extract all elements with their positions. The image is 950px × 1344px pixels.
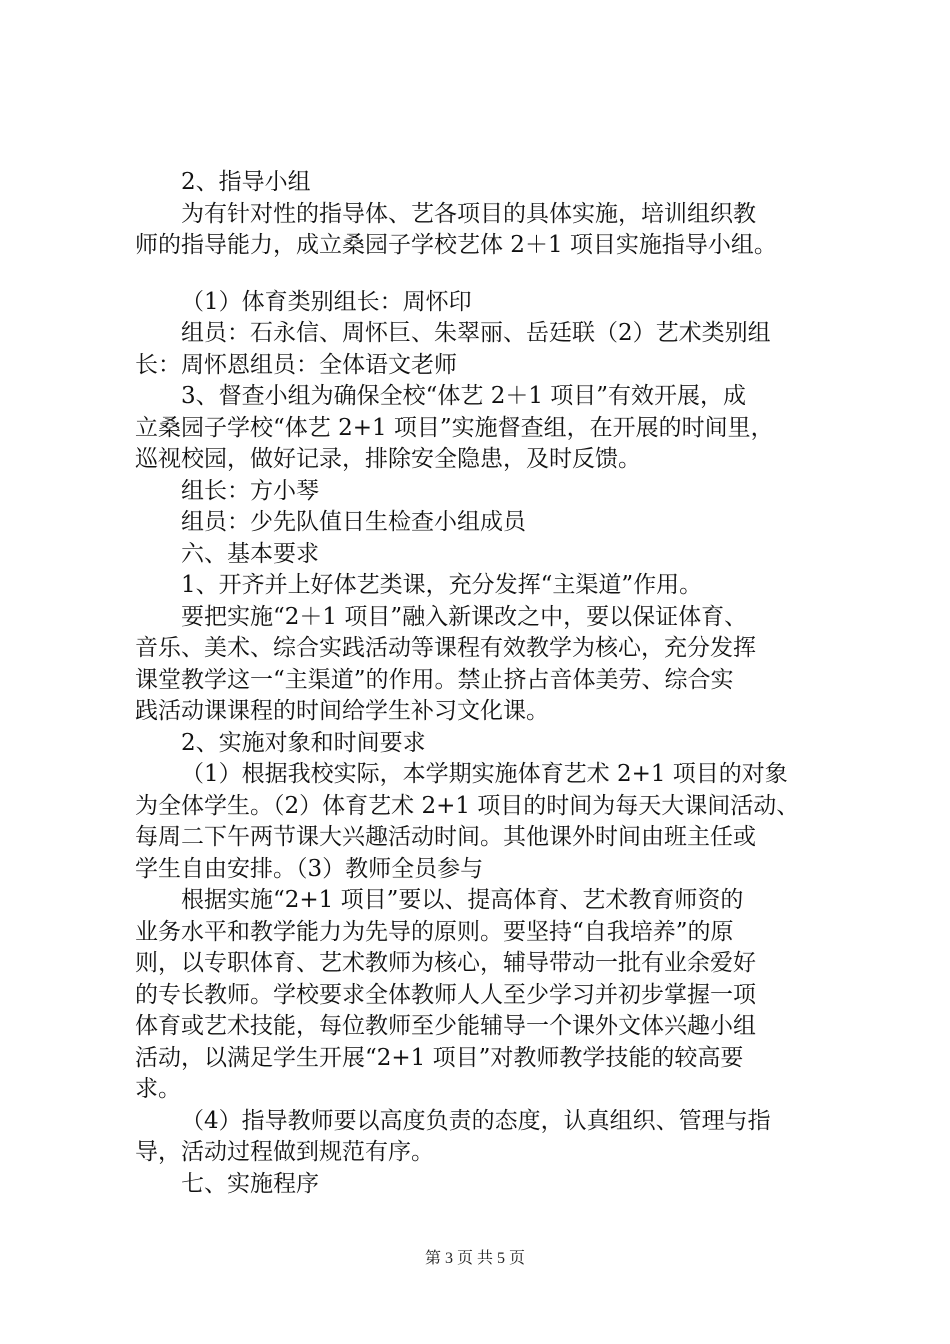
text-line: 业务水平和教学能力为先导的原则。要坚持“自我培养”的原 — [135, 918, 734, 945]
text-line: 导，活动过程做到规范有序。 — [135, 1139, 434, 1165]
text-line: 根据实施“2+1 项目”要以、提高体育、艺术教育师资的 — [181, 887, 744, 913]
text-line: 则，以专职体育、艺术教师为核心，辅导带动一批有业余爱好 — [135, 950, 756, 976]
text-line: 践活动课课程的时间给学生补习文化课。 — [135, 698, 549, 724]
page-footer: 第 3 页 共 5 页 — [424, 1250, 525, 1267]
document-body — [135, 167, 835, 1200]
text-line: 课堂教学这一“主渠道”的作用。禁止挤占音体美劳、综合实 — [135, 666, 734, 693]
text-line: 体育或艺术技能，每位教师至少能辅导一个课外文体兴趣小组 — [135, 1013, 756, 1039]
section-heading: 七、实施程序 — [181, 1170, 319, 1197]
text-line: （4）指导教师要以高度负责的态度，认真组织、管理与指 — [181, 1107, 771, 1134]
section-heading: 六、基本要求 — [181, 540, 319, 567]
text-line: 每周二下午两节课大兴趣活动时间。其他课外时间由班主任或 — [135, 824, 756, 850]
text-line: （1）根据我校实际，本学期实施体育艺术 2+1 项目的对象 — [181, 761, 788, 787]
text-line: 3、督查小组为确保全校“体艺 2＋1 项目”有效开展，成 — [181, 383, 747, 409]
text-line: 活动，以满足学生开展“2+1 项目”对教师教学技能的较高要 — [135, 1044, 744, 1071]
text-line: （1）体育类别组长：周怀印 — [181, 288, 472, 315]
text-line: 组长：方小琴 — [181, 477, 319, 504]
text-line: 1、开齐并上好体艺类课，充分发挥“主渠道”作用。 — [181, 572, 703, 598]
text-line: 组员：石永信、周怀巨、朱翠丽、岳廷联（2）艺术类别组 — [181, 320, 771, 346]
text-line: 为有针对性的指导体、艺各项目的具体实施，培训组织教 — [181, 200, 756, 227]
text-line: 的专长教师。学校要求全体教师人人至少学习并初步掌握一项 — [135, 981, 756, 1008]
text-line: 2、指导小组 — [181, 169, 311, 195]
text-line: 学生自由安排。（3）教师全员参与 — [135, 855, 484, 882]
text-line: 为全体学生。（2）体育艺术 2+1 项目的时间为每天大课间活动、 — [135, 792, 800, 819]
text-line: 2、实施对象和时间要求 — [181, 729, 426, 756]
text-line: 要把实施“2＋1 项目”融入新课改之中，要以保证体育、 — [181, 603, 748, 630]
text-line: 组员：少先队值日生检查小组成员 — [181, 509, 526, 535]
text-line: 音乐、美术、综合实践活动等课程有效教学为核心，充分发挥 — [135, 635, 756, 661]
text-line: 师的指导能力，成立桑园子学校艺体 2＋1 项目实施指导小组。 — [135, 232, 777, 258]
text-line: 巡视校园，做好记录，排除安全隐患，及时反馈。 — [135, 446, 641, 472]
text-line: 立桑园子学校“体艺 2+1 项目”实施督查组，在开展的时间里， — [135, 414, 774, 441]
text-line: 求。 — [135, 1076, 181, 1102]
text-line: 长：周怀恩组员：全体语文老师 — [135, 351, 457, 378]
